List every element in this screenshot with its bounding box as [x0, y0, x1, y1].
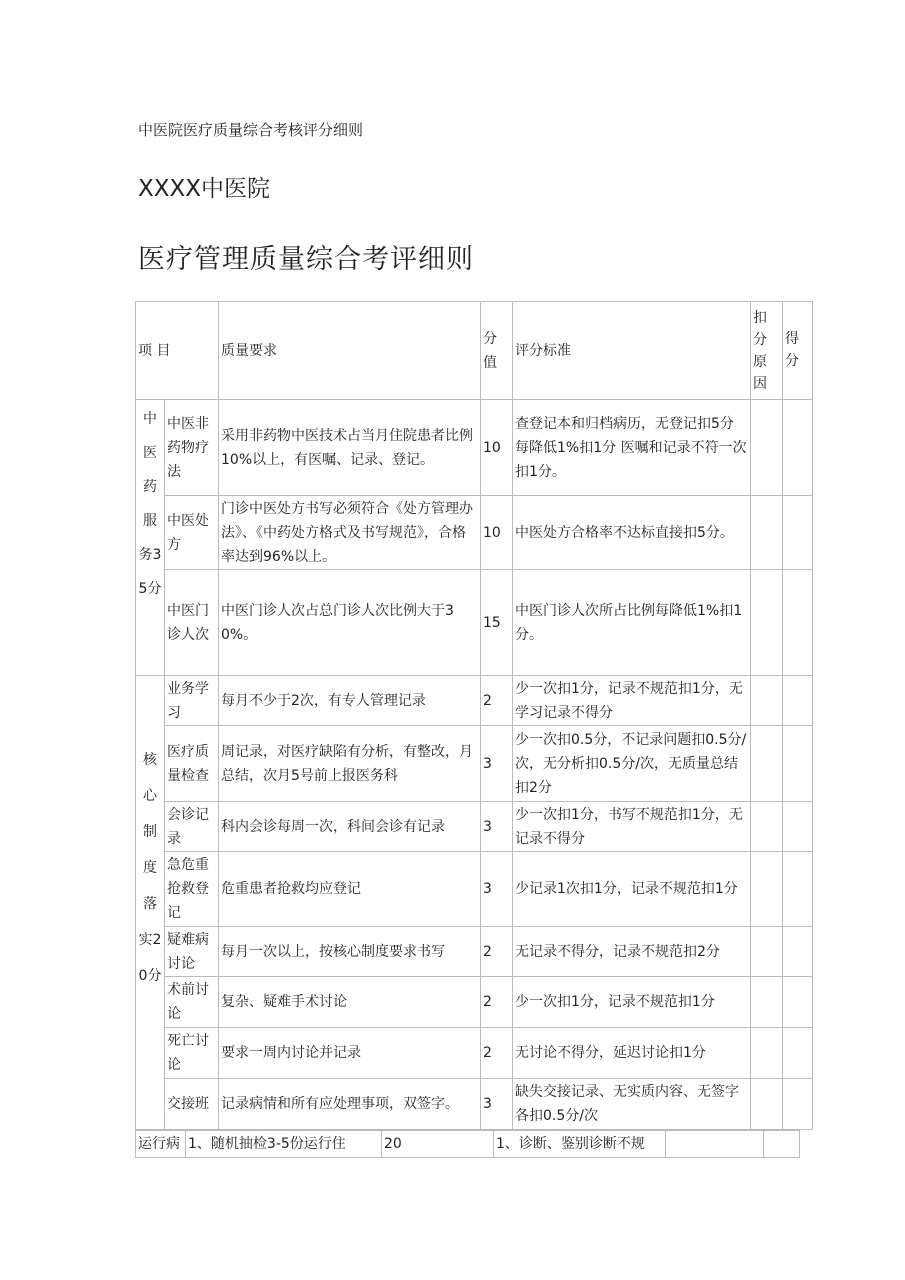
header-item: 项 目	[136, 302, 219, 400]
standard-cell: 少一次扣1分，记录不规范扣1分	[513, 977, 751, 1028]
standard-cell: 少一次扣1分，书写不规范扣1分，无记录不得分	[513, 802, 751, 852]
table-row	[136, 852, 813, 927]
standard-cell: 少一次扣0.5分，不记录问题扣0.5分/次，无分析扣0.5分/次，无质量总结扣2分	[513, 726, 751, 802]
standard-cell: 1、诊断、鉴别诊断不规	[494, 1131, 666, 1158]
item-cell: 交接班	[165, 1079, 219, 1130]
item-cell: 运行病	[136, 1131, 186, 1158]
requirement-cell: 要求一周内讨论并记录	[219, 1028, 481, 1079]
score-cell: 2	[481, 977, 513, 1028]
got-score-cell	[783, 852, 813, 927]
got-score-cell	[783, 570, 813, 676]
deduct-reason-cell	[751, 1079, 783, 1130]
table-row	[136, 802, 813, 852]
requirement-cell: 周记录，对医疗缺陷有分析，有整改，月总结，次月5号前上报医务科	[219, 726, 481, 802]
item-cell: 术前讨论	[165, 977, 219, 1028]
table-header-row	[136, 302, 813, 400]
requirement-cell: 门诊中医处方书写必须符合《处方管理办法》、《中药处方格式及书写规范》，合格率达到96%以上。	[219, 496, 481, 570]
requirement-cell: 1、随机抽检3-5份运行住	[186, 1131, 382, 1158]
item-cell: 疑难病讨论	[165, 927, 219, 977]
got-score-cell	[783, 676, 813, 726]
standard-cell: 少记录1次扣1分，记录不规范扣1分	[513, 852, 751, 927]
deduct-reason-cell	[751, 927, 783, 977]
deduct-reason-cell	[751, 400, 783, 496]
standard-cell: 无讨论不得分，延迟讨论扣1分	[513, 1028, 751, 1079]
score-cell: 2	[481, 1028, 513, 1079]
got-score-cell	[783, 400, 813, 496]
table-row	[136, 927, 813, 977]
deduct-reason-cell	[751, 570, 783, 676]
category-cell: 中医药服务35分	[136, 400, 165, 676]
requirement-cell: 复杂、疑难手术讨论	[219, 977, 481, 1028]
evaluation-table-continued	[135, 1130, 800, 1158]
header-deduct-reason: 扣分原因	[751, 302, 783, 400]
header-standard: 评分标准	[513, 302, 751, 400]
deduct-reason-cell	[751, 676, 783, 726]
requirement-cell: 每月不少于2次，有专人管理记录	[219, 676, 481, 726]
requirement-cell: 危重患者抢救均应登记	[219, 852, 481, 927]
got-score-cell	[783, 726, 813, 802]
standard-cell: 无记录不得分，记录不规范扣2分	[513, 927, 751, 977]
table-row	[136, 1131, 800, 1158]
hospital-name: XXXX中医院	[138, 176, 271, 202]
deduct-reason-cell	[666, 1131, 764, 1158]
score-cell: 3	[481, 802, 513, 852]
score-cell: 2	[481, 676, 513, 726]
header-got-score: 得分	[783, 302, 813, 400]
score-cell: 3	[481, 1079, 513, 1130]
header-requirement: 质量要求	[219, 302, 481, 400]
got-score-cell	[783, 1028, 813, 1079]
category-cell: 核心制度落实20分	[136, 676, 165, 1130]
requirement-cell: 记录病情和所有应处理事项，双签字。	[219, 1079, 481, 1130]
table-row	[136, 676, 813, 726]
deduct-reason-cell	[751, 726, 783, 802]
got-score-cell	[783, 1079, 813, 1130]
standard-cell: 中医处方合格率不达标直接扣5分。	[513, 496, 751, 570]
table-row	[136, 1028, 813, 1079]
requirement-cell: 每月一次以上，按核心制度要求书写	[219, 927, 481, 977]
table-row	[136, 1079, 813, 1130]
score-cell: 10	[481, 400, 513, 496]
standard-cell: 中医门诊人次所占比例每降低1%扣1分。	[513, 570, 751, 676]
item-cell: 中医处方	[165, 496, 219, 570]
requirement-cell: 科内会诊每周一次，科间会诊有记录	[219, 802, 481, 852]
item-cell: 中医非药物疗法	[165, 400, 219, 496]
table-row	[136, 496, 813, 570]
deduct-reason-cell	[751, 852, 783, 927]
item-cell: 中医门诊人次	[165, 570, 219, 676]
got-score-cell	[783, 802, 813, 852]
got-score-cell	[783, 977, 813, 1028]
score-cell: 3	[481, 852, 513, 927]
item-cell: 死亡讨论	[165, 1028, 219, 1079]
score-cell: 3	[481, 726, 513, 802]
requirement-cell: 采用非药物中医技术占当月住院患者比例10%以上，有医嘱、记录、登记。	[219, 400, 481, 496]
score-cell: 15	[481, 570, 513, 676]
table-row	[136, 400, 813, 496]
deduct-reason-cell	[751, 1028, 783, 1079]
score-cell: 2	[481, 927, 513, 977]
requirement-cell: 中医门诊人次占总门诊人次比例大于30%。	[219, 570, 481, 676]
deduct-reason-cell	[751, 977, 783, 1028]
table-row	[136, 570, 813, 676]
document-subtitle: 中医院医疗质量综合考核评分细则	[138, 121, 364, 139]
standard-cell: 缺失交接记录、无实质内容、无签字各扣0.5分/次	[513, 1079, 751, 1130]
header-score: 分值	[481, 302, 513, 400]
got-score-cell	[783, 496, 813, 570]
got-score-cell	[783, 927, 813, 977]
evaluation-table	[135, 301, 813, 1130]
table-row	[136, 977, 813, 1028]
deduct-reason-cell	[751, 496, 783, 570]
score-cell: 10	[481, 496, 513, 570]
score-cell: 20	[382, 1131, 494, 1158]
standard-cell: 查登记本和归档病历，无登记扣5分 每降低1%扣1分 医嘱和记录不符一次扣1分。	[513, 400, 751, 496]
item-cell: 业务学习	[165, 676, 219, 726]
table-row	[136, 726, 813, 802]
item-cell: 急危重抢救登记	[165, 852, 219, 927]
standard-cell: 少一次扣1分，记录不规范扣1分，无学习记录不得分	[513, 676, 751, 726]
deduct-reason-cell	[751, 802, 783, 852]
item-cell: 会诊记录	[165, 802, 219, 852]
got-score-cell	[764, 1131, 800, 1158]
item-cell: 医疗质量检查	[165, 726, 219, 802]
document-title: 医疗管理质量综合考评细则	[138, 244, 474, 275]
